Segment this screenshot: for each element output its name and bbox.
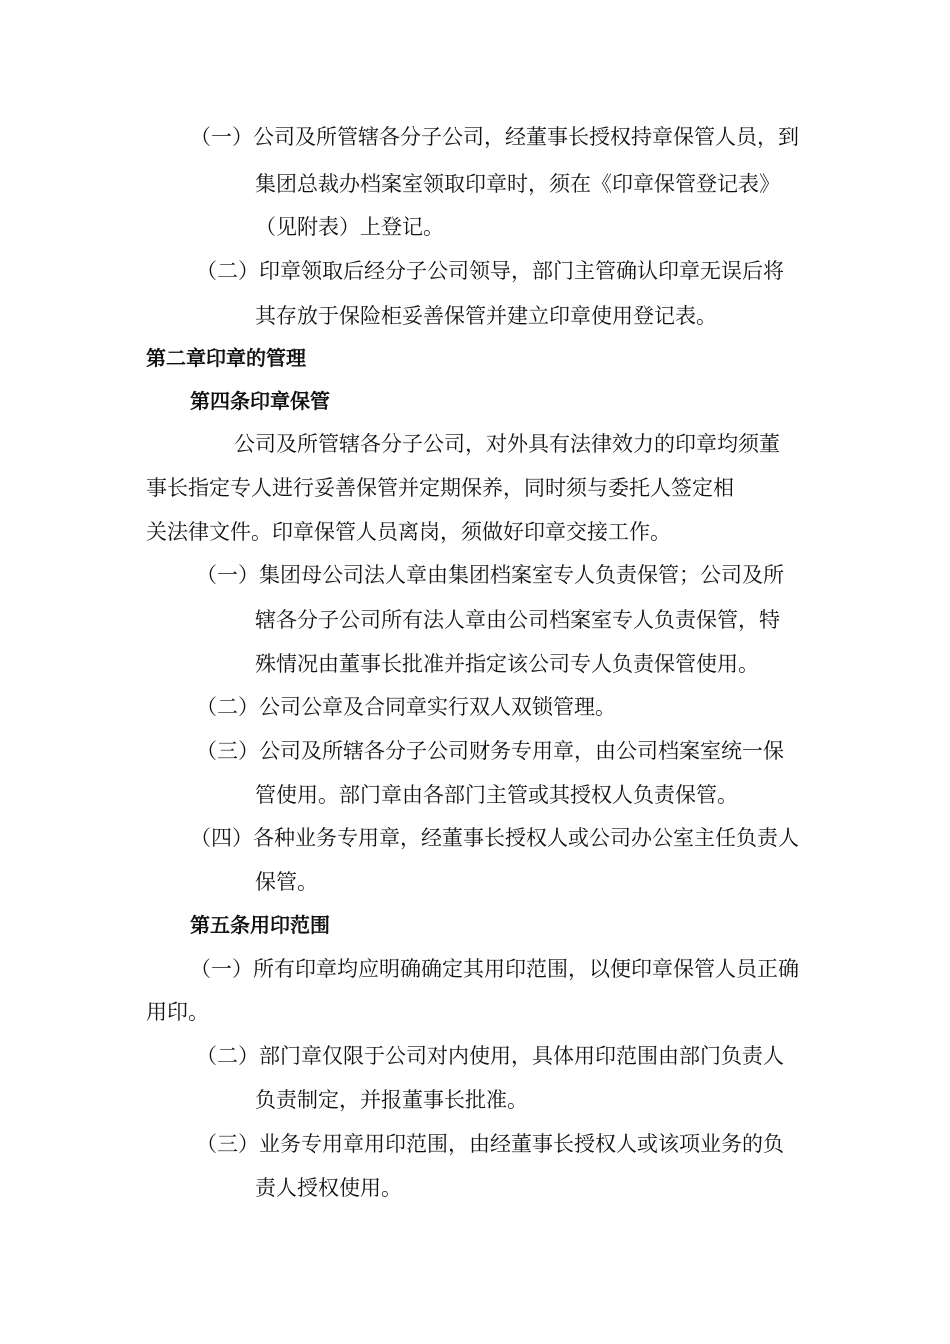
article-5-item-3-line-2: 责人授权使用。 [255, 1176, 402, 1200]
article-5-item-1-line-2: 用印。 [146, 1000, 209, 1024]
article-4-item-4-line-1: （四）各种业务专用章，经董事长授权人或公司办公室主任负责人 [190, 826, 799, 850]
article-5-heading: 第五条用印范围 [190, 913, 330, 937]
article-4-para-line-1: 公司及所管辖各分子公司，对外具有法律效力的印章均须董 [234, 432, 780, 456]
item-1-line-1: （一）公司及所管辖各分子公司，经董事长授权持章保管人员，到 [190, 125, 799, 149]
article-4-item-1-line-1: （一）集团母公司法人章由集团档案室专人负责保管；公司及所 [196, 563, 784, 587]
article-5-item-2-line-2: 负责制定，并报董事长批准。 [255, 1088, 528, 1112]
article-4-item-2: （二）公司公章及合同章实行双人双锁管理。 [196, 695, 616, 719]
item-1-line-2: 集团总裁办档案室领取印章时，须在《印章保管登记表》 [255, 172, 780, 196]
item-2-line-2: 其存放于保险柜妥善保管并建立印章使用登记表。 [255, 304, 717, 328]
article-5-item-1-line-1: （一）所有印章均应明确确定其用印范围，以便印章保管人员正确 [190, 957, 799, 981]
item-2-line-1: （二）印章领取后经分子公司领导，部门主管确认印章无误后将 [196, 259, 784, 283]
article-4-item-3-line-1: （三）公司及所辖各分子公司财务专用章，由公司档案室统一保 [196, 739, 784, 763]
article-4-item-4-line-2: 保管。 [255, 870, 318, 894]
article-4-item-3-line-2: 管使用。部门章由各部门主管或其授权人负责保管。 [255, 783, 738, 807]
article-4-heading: 第四条印章保管 [190, 389, 330, 413]
chapter-heading: 第二章印章的管理 [146, 346, 306, 370]
article-4-item-1-line-2: 辖各分子公司所有法人章由公司档案室专人负责保管，特 [255, 608, 780, 632]
article-4-para-line-2: 事长指定专人进行妥善保管并定期保养，同时须与委托人签定相 [146, 476, 734, 500]
item-1-line-3: （见附表）上登记。 [255, 215, 444, 239]
article-4-para-line-3: 关法律文件。印章保管人员离岗，须做好印章交接工作。 [146, 520, 671, 544]
article-4-item-1-line-3: 殊情况由董事长批准并指定该公司专人负责保管使用。 [255, 652, 759, 676]
article-5-item-3-line-1: （三）业务专用章用印范围，由经董事长授权人或该项业务的负 [196, 1132, 784, 1156]
article-5-item-2-line-1: （二）部门章仅限于公司对内使用，具体用印范围由部门负责人 [196, 1044, 784, 1068]
